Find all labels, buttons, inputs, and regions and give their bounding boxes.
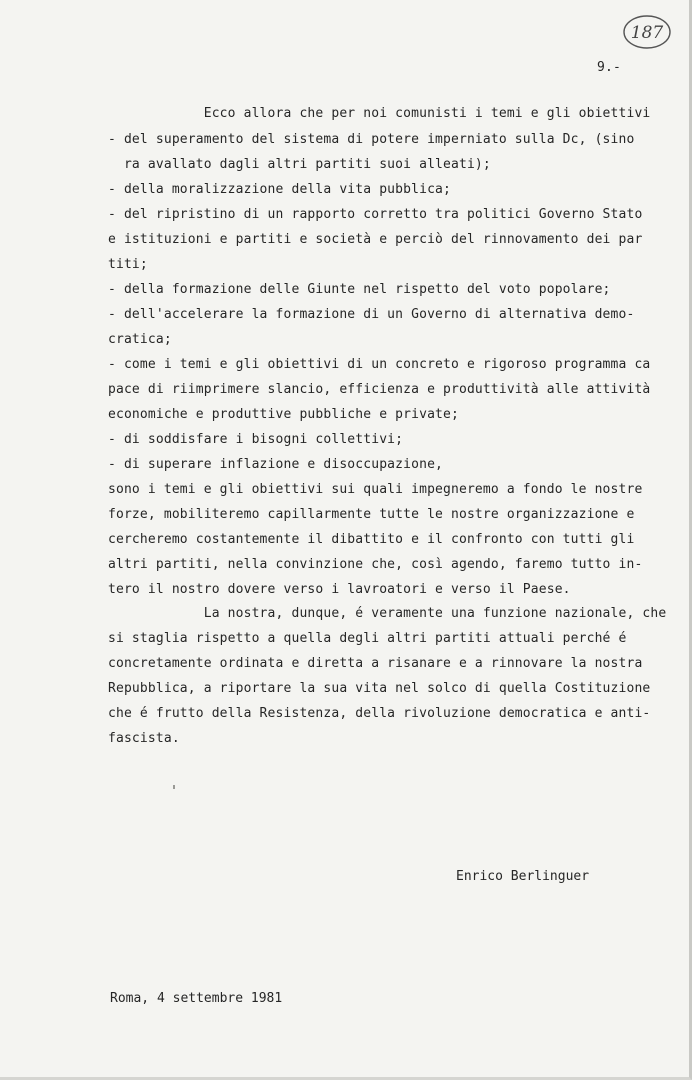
body-line: si staglia rispetto a quella degli altri partiti attuali perché é [108, 631, 627, 646]
body-line: - dell'accelerare la formazione di un Governo di alternativa demo- [108, 307, 635, 322]
body-line: La nostra, dunque, é veramente una funzione nazionale, che [108, 606, 667, 621]
body-line: ra avallato dagli altri partiti suoi alleati); [108, 157, 491, 172]
body-line: - del superamento del sistema di potere imperniato sulla Dc, (sino [108, 132, 635, 147]
body-line: economiche e produttive pubbliche e private; [108, 407, 459, 422]
body-line: titi; [108, 257, 148, 272]
body-line: - di soddisfare i bisogni collettivi; [108, 432, 404, 447]
body-line: cercheremo costantemente il dibattito e il confronto con tutti gli [108, 532, 635, 547]
body-line: che é frutto della Resistenza, della rivoluzione democratica e anti- [108, 706, 651, 721]
body-line: altri partiti, nella convinzione che, così agendo, faremo tutto in- [108, 557, 643, 572]
body-line: cratica; [108, 332, 172, 347]
body-line: - della formazione delle Giunte nel rispetto del voto popolare; [108, 282, 611, 297]
body-line: - di superare inflazione e disoccupazione, [108, 457, 444, 472]
body-line: pace di riimprimere slancio, efficienza e produttività alle attività [108, 382, 651, 397]
signature: Enrico Berlinguer [456, 869, 590, 884]
archive-stamp [621, 12, 673, 52]
place-date: Roma, 4 settembre 1981 [110, 991, 283, 1006]
body-line: Repubblica, a riportare la sua vita nel solco di quella Costituzione [108, 681, 651, 696]
body-line: - della moralizzazione della vita pubblica; [108, 182, 451, 197]
body-line: - come i temi e gli obiettivi di un concreto e rigoroso programma ca [108, 357, 651, 372]
body-line: tero il nostro dovere verso i lavroatori e verso il Paese. [108, 582, 571, 597]
body-line: e istituzioni e partiti e società e perciò del rinnovamento dei par [108, 232, 643, 247]
body-line: concretamente ordinata e diretta a risanare e a rinnovare la nostra [108, 656, 643, 671]
page-number: 9.- [597, 60, 622, 75]
body-line: sono i temi e gli obiettivi sui quali impegneremo a fondo le nostre [108, 482, 643, 497]
body-line: Ecco allora che per noi comunisti i temi e gli obiettivi [108, 106, 651, 121]
body-line: forze, mobiliteremo capillarmente tutte le nostre organizzazione e [108, 507, 635, 522]
body-line: fascista. [108, 731, 180, 746]
body-line: - del ripristino di un rapporto corretto tra politici Governo Stato [108, 207, 643, 222]
stamp-number: 187 [630, 23, 664, 43]
paper-speck [173, 785, 175, 789]
